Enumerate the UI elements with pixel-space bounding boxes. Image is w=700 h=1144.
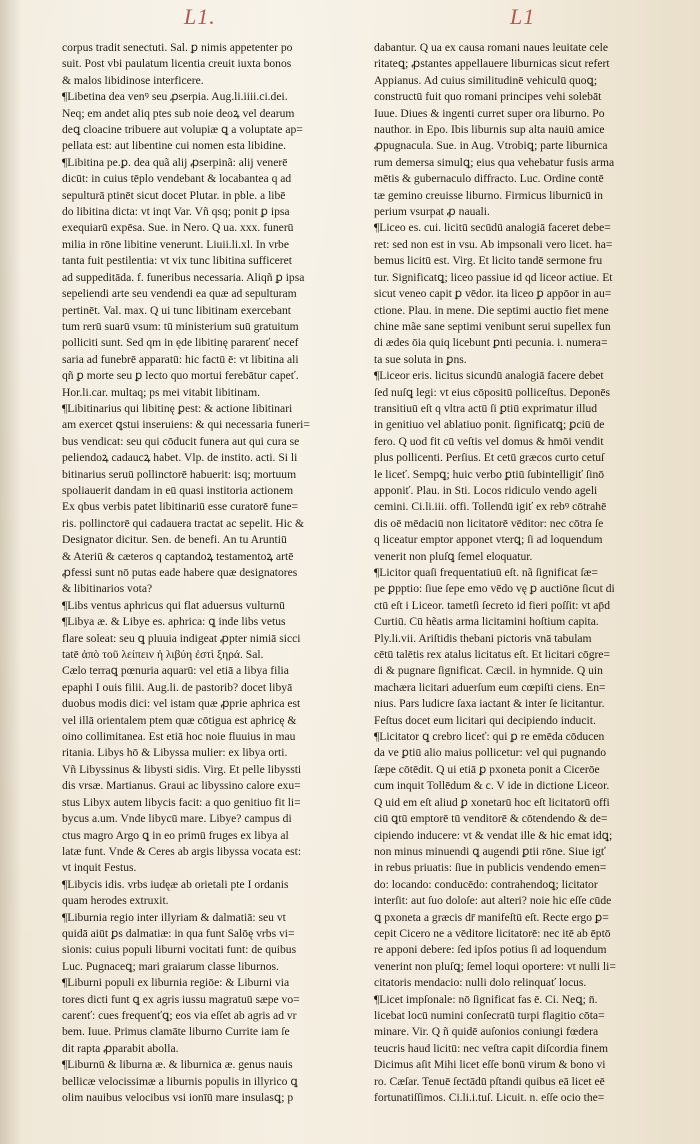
text-line: Iuue. Diues & ingenti curret super ora liburno. Po — [374, 106, 605, 120]
text-line: cipiendo inducere: vt & vendat ille & hic emat idꝗ; — [374, 828, 613, 842]
text-line: & malos libidinose interficere. — [62, 73, 204, 87]
text-line: apponiť. Plau. in Sti. Locos ridiculo vendo ageli — [374, 483, 598, 497]
text-line: ritateꝗ; ꝓstantes appellauere liburnicas sicut refert — [374, 57, 610, 71]
text-line: Feſtus docet eum licitari qui decipiendo inducit. — [374, 713, 596, 727]
text-line: pertinēt. Val. max. Q ui tunc libitinam exercebant — [62, 303, 292, 317]
text-line: ſed nuſꝗ legi: vt eius cōpositū polliceſtus. Deponēs — [374, 385, 610, 399]
text-line: bellicæ velocissimæ a liburnis populis in illyrico ꝗ — [62, 1074, 298, 1088]
page-gutter-shadow — [0, 0, 22, 1144]
text-line: ciū ꝗtū emptorē tū venditorē & cōtendendo & de= — [374, 812, 608, 826]
text-line: tur. Significatꝗ; liceo passiue id qd liceor actiue. Et — [374, 270, 613, 284]
text-line: duobus modis dici: vel istam quæ ꝓprie aphrica est — [62, 697, 301, 711]
text-line: minare. Vir. Q ñ quidē auſonios coniungi fœdera — [374, 1025, 599, 1039]
text-line: dit rapta ꝓparabit abolla. — [62, 1041, 179, 1055]
text-line: peliendoꝝ cadaucꝝ habet. Vlp. de instito. acti. Si li — [62, 451, 298, 465]
text-line: perium vsurpat ꝓ nauali. — [374, 205, 490, 219]
text-line: ¶Licitor quaſi frequentatiuū eſt. nã ſignificat ſæ= — [374, 566, 598, 579]
folio-mark-right: L1 — [510, 4, 536, 29]
text-line: cum inquit Tollēdum & c. V ide in dictione Liceor. — [374, 779, 610, 793]
text-line: licebat locū numini conſecratū turpi flagitio cōta= — [374, 1008, 605, 1022]
text-line: in genitiuo vel ablatiuo ponit. ſignificatꝗ; ꝑciū de — [374, 418, 605, 432]
text-line: do libitina dicta: vt inqt Var. Vñ qsq; ponit ꝑ ipsa — [62, 205, 290, 219]
text-line: oino collimitanea. Est etiā hoc noie fluuius in mau — [62, 730, 296, 744]
text-line: carenť: cues frequenťꝗ; eos via eſſet ab agris ad vr — [62, 1008, 297, 1022]
text-line: tores dicti funt ꝗ ex agris iussu magratuū sæpe vo= — [62, 992, 300, 1006]
text-line: epaphi I ouis filii. Aug.li. de pastorib? docet libyā — [62, 680, 293, 694]
text-line: ris. pollinctorē qui cadauera tractat ac sepelit. Hic & — [62, 516, 305, 530]
text-line: dis oē mēdaciū non licitatorē vēditor: nec cōtra ſe — [374, 516, 604, 530]
text-line: ¶Licet impſonale: nō ſignificat fas ē. Ci. Neꝗ; n̄. — [374, 992, 598, 1006]
text-line: ¶Liceor eris. licitus sicundū analogiā facere debet — [374, 369, 604, 383]
text-line: flare soleat: seu ꝗ pluuia indigeat ꝓpter nimiā sicci — [62, 631, 301, 645]
text-line: Luc. Pugnaceꝗ; mari graiarum classe liburnos. — [62, 959, 279, 973]
text-line: non minus minuendi ꝗ augendi ꝑtii rōne. Siue igť — [374, 844, 606, 858]
text-column-right — [374, 40, 662, 1106]
text-line: quam herodes extruxit. — [62, 894, 169, 908]
text-line: plus pollicenti. Perſius. Et cetū græcos curto cetuſ — [374, 451, 605, 465]
text-line: venerint non pluſꝗ; ſemel loqui oportere: vt nulli li= — [374, 959, 616, 973]
text-line: quidā aiūt ꝑs dalmatiæ: in qua funt Salōę vrbs vi= — [62, 926, 295, 940]
text-line: citatoris mendacio: nulli dolo relinquať locus. — [374, 976, 587, 990]
text-line: sepeliendi arte seu vendendi ea quæ ad sepulturam — [62, 287, 297, 301]
text-line: qñ ꝑ morte seu ꝑ lecto quo mortui ferebātur capeť. — [62, 369, 299, 383]
text-line: do: locando: conducēdo: contrahendoꝗ; licitator — [374, 877, 598, 891]
text-line: milia in rōne libitine venerunt. Liuii.li.xl. In vrbe — [62, 237, 289, 251]
text-line: corpus tradit senectuti. Sal. ꝑ nimis appetenter po — [62, 41, 293, 54]
text-line: dicūt: in cuius tēplo vendebant & locabantea q ad — [62, 172, 292, 186]
text-line: Curtiū. Cū hẽatis arma licitamini hoſtium capita. — [374, 615, 599, 629]
text-line: le liceť. Sempꝗ; huic verbo ꝑtiū ſubintelligiť ſinō — [374, 467, 605, 481]
text-line: Designator dicitur. Sen. de benefi. An tu Aruntiū — [62, 533, 287, 547]
text-line: Cælo terraꝗ pœnuria aquarū: vel etiā a libya filia — [62, 664, 289, 678]
text-line: cemini. Ci.li.iii. offi. Tollendū igiť ex rebꝰ cōtrahē — [374, 500, 607, 514]
text-line: dabantur. Q ua ex causa romani naues leuitate cele — [374, 41, 609, 54]
text-line: nauthor. in Epo. Ibis liburnis sup alta nauiū amice — [374, 123, 605, 137]
text-line: bus vendicat: seu qui cōducit funera aut qui cura se — [62, 434, 300, 448]
text-line: pe ꝑpptio: ſiue ſepe emo vēdo vę ꝑ auctiōne ſicut di — [374, 582, 615, 596]
text-line: tæ gemino creuisse liburno. Firmicus liburnicū in — [374, 188, 603, 202]
text-line: bem. Iuue. Primus clamāte liburno Currite iam ſe — [62, 1025, 290, 1039]
text-line: tanta fuit pestilentia: vt vix tunc libitina sufficeret — [62, 254, 292, 268]
text-line: q liceatur emptor apponet vterꝗ; ſi ad loquendum — [374, 533, 603, 547]
text-line: am exercet ꝗstui inseruiens: & qui necessaria funeri= — [62, 418, 310, 432]
text-line: da ve ꝑtiū alio maius pollicetur: vel qui pugnando — [374, 746, 607, 760]
text-line: & libitinarios vota? — [62, 582, 153, 596]
text-line: ta sue soluta in ꝑns. — [374, 352, 467, 366]
text-line: olim nauibus velocibus vsi ionīū mare insulasꝗ; p — [62, 1091, 294, 1104]
text-line: ¶Liburnia regio inter illyriam & dalmatiā: seu vt — [62, 910, 286, 924]
text-line: saria ad funebrē apparatū: hic factū ē: vt libitina ali — [62, 352, 299, 366]
text-line: ctū eſt i Liceor. tametſi ſecreto id fieri poſſit: vt ap̄d — [374, 598, 610, 612]
text-line: ¶Liceo es. cui. licitū secūdū analogiā faceret debe= — [374, 221, 611, 235]
text-line: tum rerū suarū vsum: tū ministerium suū gratuitum — [62, 319, 299, 333]
text-line: teucris haud licitū: nec veſtra capit diſcordia finem — [374, 1041, 609, 1055]
text-line: Neq; em andet aliq ptes sub noie deoꝝ vel dearum — [62, 106, 295, 120]
text-line: vel illā orientalem ptem quæ cōtigua est aphricę & — [62, 713, 297, 727]
text-line: ¶Licitator ꝗ crebro liceť: qui ꝑ re emēda cōducen — [374, 730, 605, 744]
text-line: suit. Post vbi paulatum licentia creuit iuxta bonos — [62, 57, 292, 71]
text-line: ¶Libitinarius qui libitinę ꝑest: & actione libitinari — [62, 401, 293, 415]
text-line: ꝗ pxoneta a græcis dr̄ manifeſtū eſt. Recte ergo ꝑ= — [374, 910, 609, 924]
folio-mark-left: L1. — [184, 4, 216, 29]
text-line: cepit Cicero ne a vēditore licitatorē: nec itē ab ēptō — [374, 926, 611, 940]
text-line: bycus a.um. Vnde libycū mare. Libye? campus di — [62, 812, 292, 826]
text-line: ¶Libs ventus aphricus qui flat aduersus vulturnū — [62, 598, 285, 612]
text-line: mētis & gubernaculo diffracto. Luc. Ordine contē — [374, 172, 604, 186]
text-line: stus Libyx autem libycis facit: a quo genitiuo fit li= — [62, 795, 301, 809]
text-line: ¶Liburnū & liburna æ. & liburnica æ. genus nauis — [62, 1058, 293, 1072]
text-line: chine mãe sane septimi venibunt serui supellex fun — [374, 319, 611, 333]
text-line: nius. Pars ludicre ſaxa iactant & inter ſe licitantur. — [374, 697, 605, 711]
text-line: ret: sed non est in vsu. Ab impsonali vero licet. ha= — [374, 237, 613, 251]
text-line: ritania. Libys hō & Libyssa mulier: ex libya orti. — [62, 746, 288, 760]
text-line: Ply.li.vii. Ariſtidis thebani pictoris vnā tabulam — [374, 631, 592, 645]
text-line: ro. Cæſar. Tenuē ſectādū pſtandi quibus eā licet eē — [374, 1074, 605, 1088]
text-line: pellata est: aut libentine cui nomen esta libidine. — [62, 139, 287, 153]
text-line: Appianus. Ad cuius similitudinē vehiculū quoꝗ; — [374, 73, 598, 87]
text-line: venerit non pluſꝗ ſemel eloquatur. — [374, 549, 533, 563]
text-line: ſæpe cōtēdit. Q ui etiā ꝑ pxoneta ponit a Cicerōe — [374, 762, 600, 776]
text-line: in rebus priuatis: ſiue in publicis vendendo emen= — [374, 861, 607, 875]
text-line: ¶Liburni populi ex liburnia regiōe: & Liburni via — [62, 976, 290, 990]
text-line: bemus licitū est. Virg. Et licito tandē sermone fru — [374, 254, 603, 268]
text-line: ¶Libitina pe.ꝑ. dea quã alij ꝓserpinã: alij venerē — [62, 155, 288, 169]
text-line: Dicimus aſit Mihi licet eſſe bonū virum & bono vi — [374, 1058, 606, 1072]
text-line: Hor.li.car. multaq; ps mei vitabit libitinam. — [62, 385, 261, 399]
text-line: Vñ Libyssinus & libysti sidis. Virg. Et pelle libyssti — [62, 762, 302, 776]
text-line: transitiuū eſt q vltra actū ſi ꝑtiū exprimatur illud — [374, 401, 598, 415]
text-line: sionis: cuius populi liburni vocitati funt: de quibus — [62, 943, 297, 957]
text-line: bitinarius seruū pollinctorē habuerit: isq; mortuum — [62, 467, 297, 481]
text-line: tatē ἀπὸ τοῦ λείπειν ἡ λιβύη ἐστὶ ξηρά. Sal. — [62, 648, 264, 662]
text-line: ¶Libya æ. & Libye es. aphrica: ꝗ inde libs vetus — [62, 615, 286, 629]
text-line: ad suppeditāda. f. funeribus necessaria. Aliqñ ꝑ ipsa — [62, 270, 305, 284]
text-line: fortunatiſſimos. Ci.li.i.tuſ. Licuit. n. eſſe ocio the= — [374, 1091, 605, 1104]
text-line: constructū fuit quo romani principes vehi solebāt — [374, 90, 602, 104]
text-line: sepulturā ptinēt sicut docet Plutar. in pble. a libē — [62, 188, 286, 202]
text-line: ctus magro Argo ꝗ in eo primū fruges ex libya al — [62, 828, 289, 842]
text-line: deꝗ cloacine tribuere aut volupiæ ꝗ a voluptate ap= — [62, 123, 303, 137]
text-line: cētū talētis rex atalus licitatus eſt. Et licitari cōgre= — [374, 648, 611, 662]
text-line: re apponi debere: ſed ipſos potius ſi ad loquendum — [374, 943, 607, 957]
text-line: Q uid em eſt aliud ꝑ xonetarū hoc eſt licitatorū offi — [374, 795, 610, 809]
text-line: di ædes ōia quiq licebunt ꝑnti pecunia. i. numera= — [374, 336, 608, 350]
text-line: Ex qbus verbis patet libitinariū esse curatorē fune= — [62, 500, 299, 514]
text-line: spoliauerit dandam in eū quasi institoria actionem — [62, 483, 294, 497]
text-column-left — [62, 40, 362, 1106]
text-line: interſit: aut ſuo doloſe: aut alteri? noie hic eſſe cūde — [374, 894, 612, 908]
text-line: dis vrsæ. Martianus. Graui ac libyssino calore exu= — [62, 779, 301, 793]
text-line: ¶Libetina dea venꝰ seu ꝓserpia. Aug.li.iiii.ci.dei. — [62, 90, 288, 104]
text-line: ꝓpugnacula. Sue. in Aug. Vtrobiꝗ; parte liburnica — [374, 139, 608, 153]
text-line: ¶Libycis idis. vrbs iudęæ ab orietali pte I ordanis — [62, 877, 289, 891]
text-line: di & pugnare ſignificat. Cæcil. in hymnide. Q uin — [374, 664, 603, 678]
text-line: ꝓfessi sunt nō putas eade habere quæ designatores — [62, 566, 298, 579]
text-line: exequiarū expēsa. Sue. in Nero. Q ua. xxx. funerū — [62, 221, 294, 235]
text-line: rum demersa simulꝗ; eius qua vehebatur fusis arma — [374, 155, 615, 169]
text-line: polliciti sunt. Sed qm in ęde libitinę pararenť necef — [62, 336, 299, 350]
text-line: & Ateriū & cæteros q captandoꝝ testamentoꝝ artē — [62, 549, 294, 563]
text-line: sicut veneo capit ꝑ vēdor. ita liceo ꝑ appōor in au= — [374, 287, 612, 301]
text-line: ctione. Plau. in mene. Die septimi auctio fiet mene — [374, 303, 609, 317]
text-line: latæ funt. Vnde & Ceres ab argis libyssa vocata est: — [62, 844, 302, 858]
text-line: fero. Q uod fit cū veſtis vel domus & hmōi vendit — [374, 434, 604, 448]
text-line: vt inquit Festus. — [62, 861, 137, 875]
text-line: machæra licitari aduerſum eum cœpiſti ciens. En= — [374, 680, 606, 694]
